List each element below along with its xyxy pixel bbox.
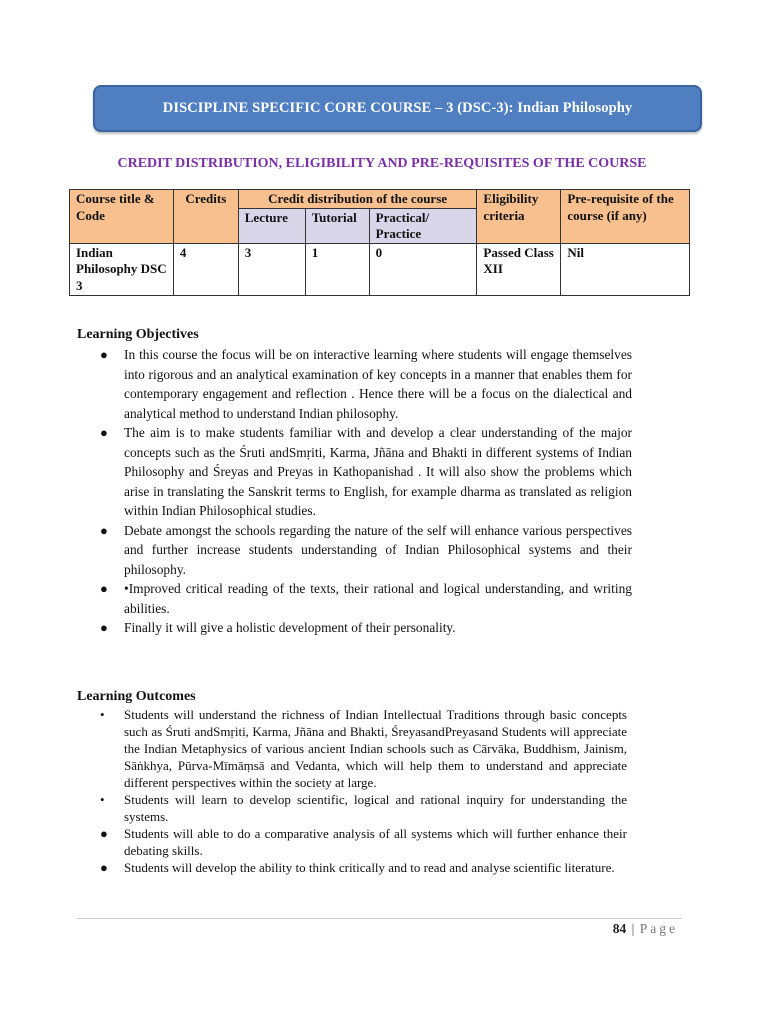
learning-objectives-list	[100, 345, 632, 638]
page-label: Page	[639, 921, 678, 936]
header-practical: Practical/ Practice	[369, 208, 477, 243]
cell-lecture: 3	[238, 243, 305, 295]
header-prerequisite: Pre-requisite of the course (if any)	[561, 190, 690, 244]
bullet-icon: ●	[100, 522, 108, 538]
page-footer	[613, 921, 678, 937]
bullet-icon: ●	[100, 347, 108, 362]
credit-distribution-table	[69, 189, 690, 296]
learning-outcomes-heading: Learning Outcomes	[77, 689, 196, 704]
list-item: • Students will learn to develop scientific, logical and rational inquiry for understanding the systems.	[100, 792, 627, 824]
table-row	[70, 243, 690, 295]
footer-separator: |	[631, 921, 635, 936]
list-item: ● The aim is to make students familiar with and develop a clear understanding of the major concepts such as the Śruti andSmṛiti, Karma, Jñāna and Bhakti in different systems of Indian Philosophy and Śreyas and Preyas in Kathopanishad . It will also show the problems which arise in translating the Sanskrit terms to English, for example dharma as translated as religion within Indian Philosophical studies.	[100, 425, 632, 518]
cell-prerequisite: Nil	[561, 243, 690, 295]
header-course-title: Course title & Code	[70, 190, 174, 244]
page-number: 84	[612, 921, 627, 936]
list-item: ● Finally it will give a holistic development of their personality.	[124, 618, 632, 638]
course-title-banner	[93, 85, 702, 132]
bullet-icon: ●	[100, 860, 108, 875]
list-item: ● Debate amongst the schools regarding the nature of the self will enhance various perspectives and further increase students understanding of Indian Philosophical systems and their philosophy.	[100, 522, 632, 577]
learning-outcomes-list	[100, 706, 627, 876]
list-item: • Students will understand the richness of Indian Intellectual Traditions through basic concepts such as Śruti andSmṛiti, Karma, Jñāna and Bhakti, ŚreyasandPreyasand Students will appreciate the Indian Metaphysics of various ancient Indian schools such as Cārvāka, Buddhism, Jainism, Sāṅkhya, Pūrva-Mīmāṃsā and Vedanta, which will help them to understand and appreciate different perspectives within the society at large.	[100, 707, 627, 790]
bullet-icon: •	[100, 792, 105, 807]
header-lecture: Lecture	[238, 208, 305, 243]
header-tutorial: Tutorial	[305, 208, 369, 243]
bullet-icon: ●	[100, 425, 108, 440]
table-header-row	[70, 190, 690, 209]
footer-divider	[77, 918, 682, 919]
cell-practical: 0	[369, 243, 477, 295]
bullet-icon: ●	[100, 826, 108, 841]
cell-course: Indian Philosophy DSC 3	[70, 243, 174, 295]
list-item: ● •Improved critical reading of the texts, their rational and logical understanding, and writing abilities.	[100, 581, 632, 616]
list-item: ● In this course the focus will be on interactive learning where students will engage themselves into rigorous and an analytical examination of key concepts in a manner that enables them for contemporary engagement and reflection . Hence there will be a focus on the dialectical and analytical method to understand Indian philosophy.	[100, 347, 632, 421]
cell-tutorial: 1	[305, 243, 369, 295]
header-credit-distribution: Credit distribution of the course	[238, 190, 477, 209]
course-title: DISCIPLINE SPECIFIC CORE COURSE – 3 (DSC-3): Indian Philosophy	[162, 100, 633, 116]
bullet-icon: ●	[100, 620, 108, 635]
cell-credits: 4	[173, 243, 238, 295]
header-credits: Credits	[173, 190, 238, 244]
bullet-icon: •	[100, 707, 105, 722]
list-item: ● Students will able to do a comparative analysis of all systems which will further enhance their debating skills.	[100, 826, 627, 858]
bullet-icon: ●	[100, 581, 108, 596]
learning-objectives-heading: Learning Objectives	[77, 327, 199, 342]
header-eligibility: Eligibility criteria	[477, 190, 561, 244]
list-item: ● Students will develop the ability to think critically and to read and analyse scientific literature.	[100, 860, 615, 875]
cell-eligibility: Passed Class XII	[477, 243, 561, 295]
section-title: CREDIT DISTRIBUTION, ELIGIBILITY AND PRE-REQUISITES OF THE COURSE	[117, 156, 647, 171]
